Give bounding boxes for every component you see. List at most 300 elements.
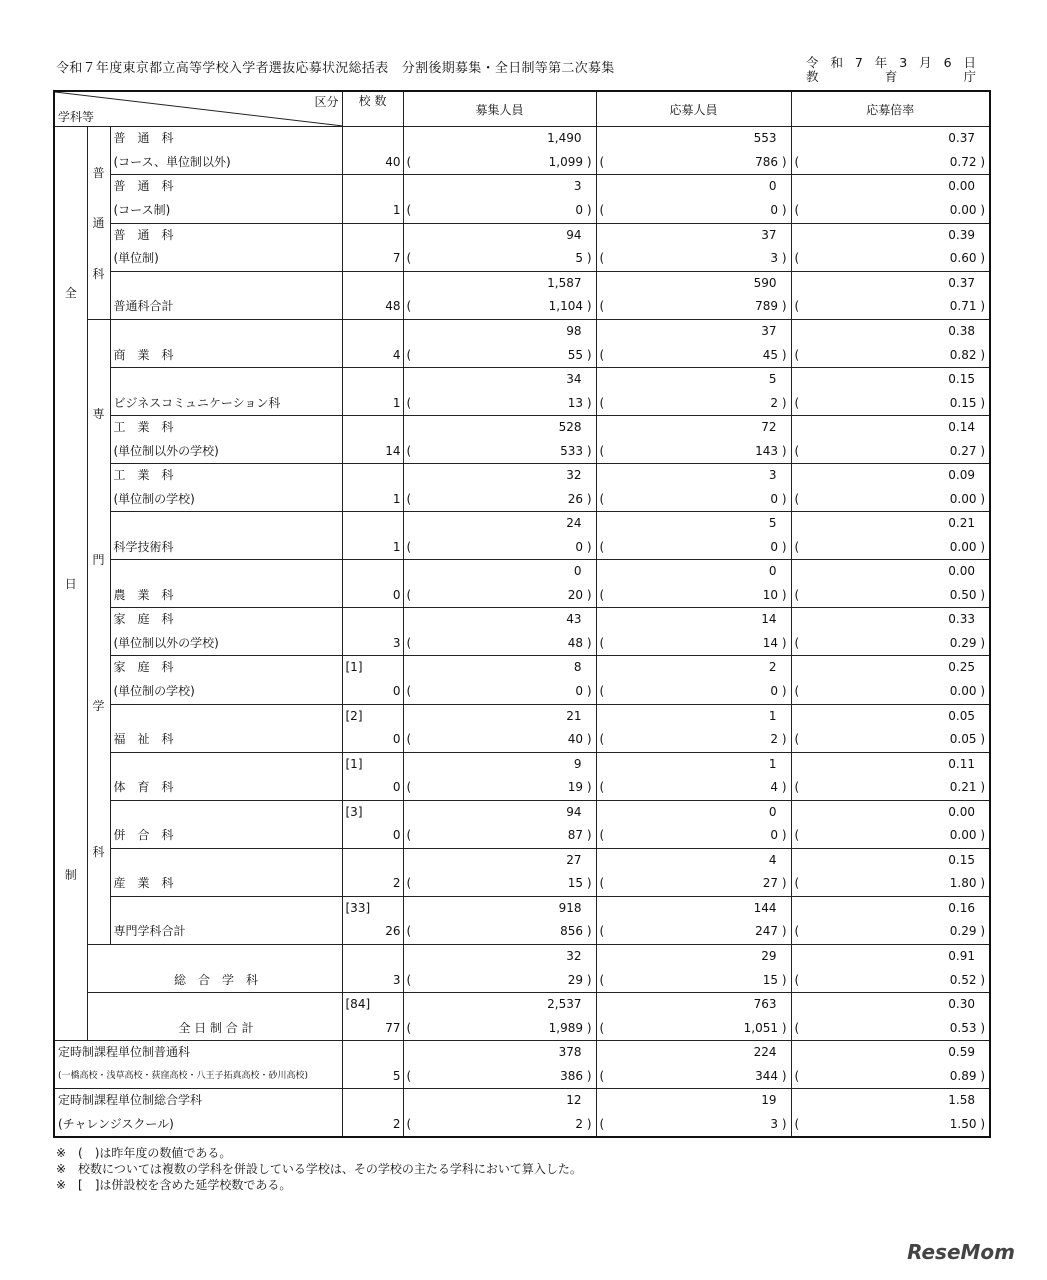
paren-close: ) [980,780,985,795]
recruit-cell [403,993,596,1041]
recruit-value: 27 [566,852,582,867]
schools-cell [342,656,403,704]
paren-close: ) [980,972,985,987]
applicants-prev-year: 143 [755,443,778,458]
paren-close: ) [586,299,592,314]
combined-school-count: [1] [345,756,363,771]
school-count: 3 [392,972,401,987]
recruit-cell [403,704,596,752]
paren-open: ( [406,154,412,169]
paren-open: ( [406,1116,412,1131]
recruit-prev-year: 26 [567,491,583,506]
recruit-cell [403,608,596,656]
paren-open: ( [406,780,412,795]
applicants-cell [596,127,791,175]
paren-open: ( [406,876,412,891]
recruit-prev-year: 0 [575,683,583,698]
applicants-cell [596,1041,791,1089]
paren-close: ) [586,924,592,939]
paren-close: ) [781,732,787,746]
school-count: 4 [392,347,401,362]
subject-name [110,560,342,608]
date-char: 月 [919,55,932,70]
subject-name [110,223,342,271]
paren-close: ) [586,587,592,602]
combined-school-count: [33] [345,900,371,915]
applicants-prev-year: 247 [755,924,778,939]
recruit-prev-year: 19 [567,780,583,795]
subject-name-line2: (一橋高校・浅草高校・荻窪高校・八王子拓真高校・砂川高校) [58,1070,309,1081]
paren-close: ) [781,635,787,650]
recruit-prev-year: 13 [567,395,583,410]
ratio-value: 0.37 [948,131,975,145]
paren-open: ( [406,924,412,939]
ratio-value: 0.05 [948,708,975,723]
ratio-cell [791,993,990,1041]
group-label-char: 科 [92,267,105,282]
paren-open: ( [794,1020,800,1035]
paren-close: ) [781,299,787,314]
paren-close: ) [980,491,985,506]
table-row [54,704,990,752]
subject-name [110,368,342,416]
recruit-cell [403,320,596,368]
paren-open: ( [599,1068,605,1083]
subject-name-line2: 専門学科合計 [113,924,186,939]
schools-cell [342,560,403,608]
paren-open: ( [406,1020,412,1035]
recruit-prev-year: 1,099 [548,154,583,169]
paren-open: ( [599,587,605,602]
table-row [54,320,990,368]
paren-close: ) [980,587,985,602]
ratio-cell [791,320,990,368]
paren-close: ) [980,202,985,217]
recruit-prev-year: 55 [567,347,583,362]
paren-open: ( [794,780,800,795]
recruit-prev-year: 40 [567,732,583,746]
ratio-cell [791,368,990,416]
subject-name [87,993,342,1041]
schools-cell [342,608,403,656]
ratio-value: 0.91 [948,949,975,963]
applicants-prev-year: 2 [770,732,778,746]
paren-close: ) [586,780,592,795]
applicants-cell [596,800,791,848]
subject-name-line2: (チャレンジスクール) [58,1116,174,1131]
issuer-char: 教 [806,69,819,84]
subject-name [110,416,342,464]
ratio-cell [791,223,990,271]
table-row [54,175,990,223]
schools-cell [342,464,403,512]
table-row [54,127,990,175]
school-count: 40 [385,154,401,169]
note: ※ [ ]は併設校を含めた延学校数である。 [56,1178,292,1192]
recruit-value: 528 [558,420,582,435]
applicants-value: 0 [768,564,777,579]
ratio-prev-year: 0.52 [949,972,977,987]
paren-open: ( [599,924,605,939]
recruit-prev-year: 1,989 [548,1020,583,1035]
recruit-prev-year: 87 [567,828,583,843]
paren-open: ( [599,683,605,698]
recruit-value: 3 [573,179,582,194]
school-count: 1 [392,395,401,410]
paren-close: ) [980,1116,985,1131]
ratio-value: 0.21 [948,516,975,531]
school-count: 48 [385,299,401,314]
paren-close: ) [980,443,985,458]
header-ratio: 応募倍率 [791,91,990,127]
paren-open: ( [406,251,412,265]
ratio-prev-year: 0.05 [949,732,977,746]
issuer-char: 育 [884,69,898,84]
ratio-value: 0.00 [948,179,975,194]
applicants-value: 2 [768,660,777,675]
paren-close: ) [781,683,787,698]
subject-name-line1: 家 庭 科 [113,660,174,675]
ratio-prev-year: 0.29 [949,635,977,650]
table-row [54,416,990,464]
header-kubun: 区分 [314,95,339,109]
paren-close: ) [586,683,592,698]
table-row [54,1089,990,1138]
applicants-cell [596,223,791,271]
ratio-cell [791,896,990,944]
paren-close: ) [781,491,787,506]
ratio-value: 0.38 [948,324,975,338]
schools-cell [342,704,403,752]
applicants-value: 553 [753,131,777,145]
subject-name-line1: 定時制課程単位制普通科 [58,1045,191,1059]
subject-name-line2: (単位制以外の学校) [113,635,219,650]
combined-school-count: [3] [345,804,363,819]
paren-close: ) [781,202,787,217]
school-count: 1 [392,491,401,506]
ratio-cell [791,848,990,896]
applicants-cell [596,608,791,656]
ratio-value: 0.14 [948,420,975,435]
recruit-value: 9 [573,756,582,771]
applicants-value: 4 [768,852,777,867]
table-row [54,656,990,704]
recruit-prev-year: 48 [567,635,583,650]
diagonal-line [55,92,343,126]
applicants-prev-year: 14 [762,635,778,650]
date-char: 3 [899,55,908,70]
paren-open: ( [794,1068,800,1083]
paren-close: ) [980,924,985,939]
paren-close: ) [781,587,787,602]
paren-open: ( [406,443,412,458]
applicants-cell [596,416,791,464]
applicants-cell [596,656,791,704]
ratio-prev-year: 0.72 [949,154,977,169]
recruit-value: 21 [566,708,582,723]
subject-name-line1: 普 通 科 [113,179,174,194]
issuer [806,70,976,84]
paren-close: ) [586,539,592,554]
ratio-value: 0.00 [948,804,975,819]
paren-close: ) [980,395,985,410]
applicants-cell [596,464,791,512]
paren-close: ) [586,154,592,169]
recruit-prev-year: 5 [575,251,583,265]
recruit-cell [403,368,596,416]
subject-name-line2: (単位制の学校) [113,491,195,506]
applicants-cell [596,945,791,993]
school-count: 5 [392,1068,401,1083]
ratio-prev-year: 0.53 [949,1020,977,1035]
applicants-value: 37 [761,324,777,338]
applicants-cell [596,175,791,223]
schools-cell [342,175,403,223]
ratio-cell [791,175,990,223]
paren-close: ) [781,876,787,891]
subject-name [54,1041,342,1089]
ratio-cell [791,416,990,464]
schools-cell [342,368,403,416]
ratio-cell [791,752,990,800]
paren-close: ) [781,539,787,554]
ratio-value: 0.00 [948,564,975,579]
applicants-value: 1 [768,708,777,723]
recruit-cell [403,416,596,464]
schools-cell [342,320,403,368]
ratio-value: 0.30 [948,997,975,1011]
recruit-prev-year: 386 [560,1068,583,1083]
ratio-value: 0.11 [948,756,975,771]
schools-cell [342,127,403,175]
group-label-char: 専 [92,406,105,421]
recruit-prev-year: 1,104 [548,299,583,314]
school-count: 0 [392,732,401,746]
ratio-value: 0.33 [948,612,975,627]
ratio-cell [791,1089,990,1138]
recruit-cell [403,271,596,319]
paren-close: ) [586,972,592,987]
subject-name-line2: 産 業 科 [113,876,174,891]
table-row [54,368,990,416]
ratio-cell [791,271,990,319]
subject-name [110,752,342,800]
paren-open: ( [794,587,800,602]
date [806,56,976,70]
group-label-char: 制 [64,867,77,882]
paren-open: ( [794,299,800,314]
paren-close: ) [781,395,787,410]
applicants-cell [596,1089,791,1138]
paren-open: ( [406,635,412,650]
subject-name [110,127,342,175]
applicants-cell [596,752,791,800]
header-schools: 校 数 [342,91,403,127]
ratio-value: 0.09 [948,468,975,483]
ratio-prev-year: 0.50 [949,587,977,602]
table-row [54,896,990,944]
paren-open: ( [794,443,800,458]
paren-open: ( [794,876,800,891]
recruit-prev-year: 0 [575,202,583,217]
recruit-value: 34 [566,372,582,387]
paren-close: ) [586,491,592,506]
paren-open: ( [599,202,605,217]
school-count: 0 [392,683,401,698]
paren-close: ) [586,876,592,891]
subject-name [110,512,342,560]
paren-open: ( [599,154,605,169]
school-count: 0 [392,587,401,602]
subject-name-line1: 工 業 科 [113,420,174,435]
schools-cell [342,896,403,944]
schools-cell [342,271,403,319]
subject-name-line1: 普 通 科 [113,131,174,145]
paren-open: ( [794,251,800,265]
recruit-prev-year: 20 [567,587,583,602]
subject-name-line1: 家 庭 科 [113,612,174,627]
header-diagonal-cell [54,91,342,127]
ratio-cell [791,464,990,512]
paren-close: ) [980,299,985,314]
subject-name-line1: 普 通 科 [113,227,174,242]
recruit-value: 1,587 [547,275,582,290]
ratio-prev-year: 0.21 [949,780,977,795]
date-char: 令 [806,55,819,70]
applicants-cell [596,560,791,608]
recruit-value: 12 [566,1093,582,1107]
ratio-cell [791,945,990,993]
recruit-prev-year: 0 [575,539,583,554]
date-char: 和 [830,55,843,70]
table-row [54,608,990,656]
ratio-prev-year: 0.00 [949,828,977,843]
applicants-value: 19 [761,1093,777,1107]
schools-cell [342,416,403,464]
date-char: 年 [874,55,888,70]
applicants-prev-year: 1,051 [743,1020,778,1035]
header-applicants: 応募人員 [596,91,791,127]
applicants-prev-year: 344 [755,1068,778,1083]
paren-close: ) [586,1020,592,1035]
paren-open: ( [599,780,605,795]
paren-open: ( [599,635,605,650]
paren-open: ( [599,539,605,554]
paren-close: ) [980,635,985,650]
schools-cell [342,945,403,993]
issuer-char: 庁 [963,69,976,84]
schools-cell [342,1041,403,1089]
schools-cell [342,512,403,560]
paren-open: ( [794,1116,800,1131]
ratio-prev-year: 1.80 [949,876,977,891]
subject-name-line2: 普通科合計 [113,299,174,314]
ratio-cell [791,704,990,752]
applicants-prev-year: 3 [770,1116,778,1131]
applicants-value: 5 [768,516,777,531]
applicants-prev-year: 789 [755,299,778,314]
group-futsuka [87,127,110,320]
recruit-value: 918 [558,900,582,915]
subject-name [110,656,342,704]
paren-close: ) [586,828,592,843]
subject-name [54,1089,342,1138]
paren-close: ) [586,1116,592,1131]
subject-name-line2: (コース、単位制以外) [113,154,231,169]
paren-open: ( [794,347,800,362]
subject-name [110,464,342,512]
paren-close: ) [586,347,592,362]
subject-name-line2: ビジネスコミュニケーション科 [113,395,281,410]
paren-open: ( [599,972,605,987]
paren-open: ( [794,491,800,506]
applicants-value: 224 [753,1045,777,1059]
group-label-char: 門 [92,552,105,567]
applicants-prev-year: 0 [770,491,778,506]
ratio-prev-year: 0.60 [949,251,977,265]
ratio-cell [791,608,990,656]
paren-open: ( [406,828,412,843]
paren-close: ) [586,732,592,746]
applicants-cell [596,896,791,944]
subject-name-line2: (コース制) [113,202,171,217]
paren-close: ) [781,972,787,987]
ratio-prev-year: 0.82 [949,347,977,362]
applicants-prev-year: 10 [762,587,778,602]
applicants-prev-year: 2 [770,395,778,410]
ratio-prev-year: 0.89 [949,1068,977,1083]
paren-close: ) [781,924,787,939]
applicants-cell [596,848,791,896]
paren-open: ( [406,347,412,362]
subject-name-line2: 農 業 科 [113,587,174,602]
paren-close: ) [781,443,787,458]
group-zennichisei [54,127,87,1041]
ratio-prev-year: 1.50 [949,1116,977,1131]
paren-close: ) [586,635,592,650]
paren-open: ( [794,683,800,698]
recruit-value: 43 [566,612,582,627]
table-row [54,800,990,848]
paren-open: ( [599,443,605,458]
table-row [54,1041,990,1089]
applicants-prev-year: 27 [762,876,778,891]
ratio-cell [791,127,990,175]
table-row [54,560,990,608]
school-count: 2 [392,1116,401,1131]
paren-open: ( [794,732,800,746]
group-label-char: 全 [64,286,77,301]
applicants-value: 14 [761,612,777,627]
applicants-value: 29 [761,949,777,963]
schools-cell [342,800,403,848]
paren-close: ) [980,347,985,362]
ratio-prev-year: 0.27 [949,443,977,458]
recruit-prev-year: 856 [560,924,583,939]
header-recruit: 募集人員 [403,91,596,127]
ratio-prev-year: 0.00 [949,202,977,217]
paren-close: ) [586,395,592,410]
paren-close: ) [586,202,592,217]
paren-close: ) [781,251,787,265]
ratio-prev-year: 0.00 [949,539,977,554]
ratio-value: 0.39 [948,227,975,242]
paren-close: ) [980,876,985,891]
applicants-prev-year: 0 [770,539,778,554]
ratio-cell [791,560,990,608]
school-count: 7 [392,251,401,265]
paren-open: ( [406,299,412,314]
